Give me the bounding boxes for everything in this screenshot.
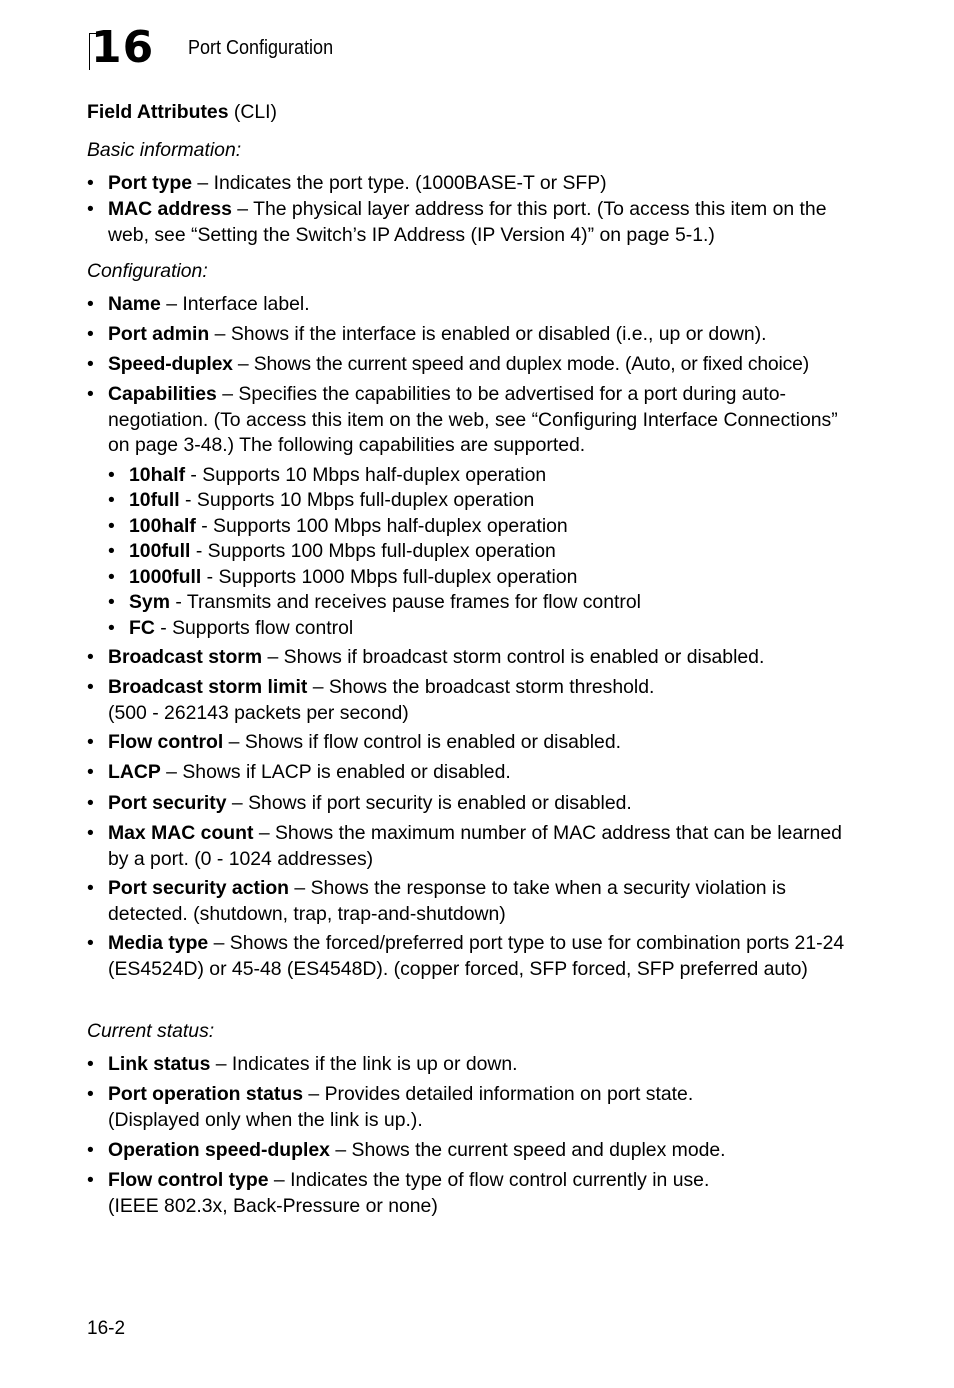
list-item [87,931,857,982]
capability-item [108,488,857,514]
item-desc-line2: (500 - 262143 packets per second) [108,701,409,724]
item-desc: – Shows if broadcast storm control is enabled or disabled. [262,646,765,668]
capability-item [108,514,857,540]
capability-item [108,463,857,489]
item-desc: – Shows the forced/preferred port type to use for combination ports 21-24 (ES4524D) or 45-48 (ES4548D). (copper forced, SFP forced, SFP preferred auto) [108,932,845,980]
item-term: Port security [108,792,227,814]
basic-info-heading: Basic information: [87,139,242,161]
list-item [87,821,857,872]
item-desc: – Shows the maximum number of MAC address that can be learned by a port. (0 - 1024 addresses) [108,822,842,870]
capability-term: 10half [129,463,186,486]
capability-term: 1000full [129,565,202,588]
item-term: Name [108,293,161,315]
capability-item [108,590,857,616]
capability-term: 100half [129,514,196,537]
item-desc: – Indicates if the link is up or down. [210,1053,518,1075]
item-desc: – Shows if LACP is enabled or disabled. [160,761,511,783]
item-term: Port type [108,172,193,194]
item-desc: – Indicates the port type. (1000BASE-T or SFP) [192,172,607,194]
capability-desc: - Supports 1000 Mbps full-duplex operation [201,565,578,588]
item-term: LACP [108,761,161,783]
list-item [87,645,857,671]
list-item [87,197,857,248]
list-item [87,352,867,378]
item-desc: – Shows the current speed and duplex mode. (Auto, or fixed choice) [232,353,809,375]
item-desc: – Shows if the interface is enabled or disabled (i.e., up or down). [209,323,767,345]
section-title-rest: (CLI) [228,101,277,123]
item-term: MAC address [108,198,232,220]
capability-desc: - Transmits and receives pause frames for flow control [169,591,641,613]
section-title [87,100,277,126]
item-desc: – Shows the current speed and duplex mode. [329,1139,726,1161]
item-term: Max MAC count [108,822,254,844]
list-item [87,675,857,726]
item-desc: – Shows the response to take when a security violation is detected. (shutdown, trap, trap-and-shutdown) [108,877,786,925]
list-item [87,791,857,817]
list-item [87,1082,857,1133]
item-desc: – Interface label. [160,293,310,315]
capability-desc: - Supports flow control [154,616,354,639]
page-number: 16-2 [87,1318,126,1339]
item-desc: – Provides detailed information on port state. [303,1083,694,1105]
capability-term: Sym [129,591,170,613]
item-desc-line2: (Displayed only when the link is up.). [108,1108,423,1131]
item-term: Link status [108,1053,211,1075]
item-desc: – The physical layer address for this port. (To access this item on the web, see “Setting the Switch’s IP Address (IP Version 4)” on page 5-1.) [108,198,827,246]
item-term: Media type [108,932,209,954]
item-desc: – Shows if flow control is enabled or disabled. [223,731,621,753]
list-item [87,1052,857,1078]
capability-term: FC [129,616,155,639]
capability-item [108,565,857,591]
capability-desc: - Supports 100 Mbps half-duplex operation [195,514,568,537]
item-desc: – Specifies the capabilities to be advertised for a port during auto-negotiation. (To access this item on the web, see “Configuring Interface Connections” on page 3-48.) The following capabilities are supported. [108,383,838,456]
capabilities-list [108,463,857,642]
section-title-bold: Field Attributes [87,101,229,123]
item-term: Operation speed-duplex [108,1139,330,1161]
capability-desc: - Supports 100 Mbps full-duplex operation [190,540,556,562]
list-item [87,1168,857,1219]
item-desc-line2: (IEEE 802.3x, Back-Pressure or none) [108,1194,438,1217]
capability-item [108,616,857,642]
list-item-capabilities [87,382,857,641]
list-item [87,322,857,348]
list-item [87,292,857,318]
list-item [87,730,857,756]
chapter-number: 16 [91,22,155,73]
capability-desc: - Supports 10 Mbps full-duplex operation [179,489,535,511]
list-item [87,760,857,786]
item-term: Flow control [108,731,224,753]
item-term: Speed-duplex [108,353,233,375]
capability-item [108,539,857,565]
item-term: Broadcast storm [108,646,263,668]
capability-term: 100full [129,540,191,562]
item-desc: – Indicates the type of flow control currently in use. [268,1169,710,1191]
item-term: Port admin [108,323,210,345]
capability-term: 10full [129,489,180,511]
item-term: Capabilities [108,383,217,405]
current-status-heading: Current status: [87,1020,215,1042]
list-item [87,171,857,197]
capability-desc: - Supports 10 Mbps half-duplex operation [185,463,547,486]
configuration-heading: Configuration: [87,260,208,282]
running-title: Port Configuration [188,37,334,59]
item-desc: – Shows the broadcast storm threshold. [307,676,655,698]
item-term: Port operation status [108,1083,304,1105]
list-item [87,1138,857,1164]
item-term: Flow control type [108,1169,269,1191]
item-term: Port security action [108,877,290,899]
item-term: Broadcast storm limit [108,676,308,698]
item-desc: – Shows if port security is enabled or disabled. [226,792,632,814]
list-item [87,876,857,927]
